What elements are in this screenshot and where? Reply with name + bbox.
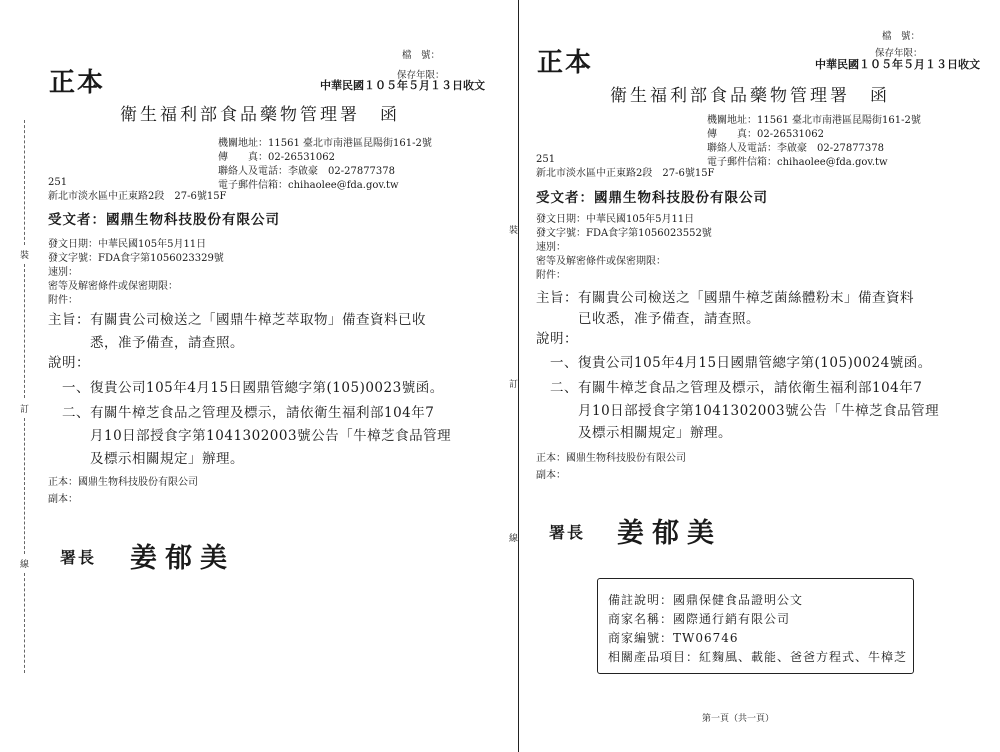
left-signature: 姜郁美 (130, 543, 235, 574)
right-sign-title: 署長 (549, 523, 586, 542)
left-agency-fax: 傳 真：02-26531062 (218, 152, 336, 163)
right-item-1: 一、復貴公司105年4月15日國鼎管總字第(105)0024號函。 (550, 355, 932, 371)
right-explain-label: 說明： (536, 331, 578, 347)
right-issue-number: 發文字號：FDA食字第1056023552號 (536, 228, 712, 239)
right-copy-to: 正本：國鼎生物科技股份有限公司 (536, 453, 686, 464)
remark-box (597, 578, 914, 674)
left-postal-code: 251 (48, 177, 68, 188)
right-archive-label: 檔 號： (882, 31, 921, 42)
right-binding-mark-3: 線 (509, 534, 519, 544)
left-retention-label: 保存年限： (397, 70, 445, 81)
right-security: 密等及解密條件或保密期限： (536, 256, 666, 267)
left-issue-number: 發文字號：FDA食字第1056023329號 (48, 253, 224, 264)
right-agency-title: 衛生福利部食品藥物管理署 函 (610, 86, 890, 106)
right-issue-date: 發文日期：中華民國105年5月11日 (536, 214, 695, 225)
right-retention-label: 保存年限： (875, 48, 923, 59)
right-item-2-line3: 及標示相關規定」辦理。 (578, 425, 732, 441)
right-signature: 姜郁美 (617, 518, 722, 549)
left-speed: 速別： (48, 267, 78, 278)
products-line: 相關產品項目：紅麴風、載能、爸爸方程式、牛樟芝 (608, 650, 908, 664)
left-received-date: 中華民國１０５年５月１３日收文 (320, 79, 485, 92)
right-attachment: 附件： (536, 270, 566, 281)
left-original-stamp: 正本 (49, 68, 106, 98)
left-item-2-line2: 月10日部授食字第1041302003號公告「牛樟芝食品管理 (90, 428, 452, 444)
left-subject-line2: 悉，准予備查，請查照。 (90, 335, 244, 351)
right-cc: 副本： (536, 470, 566, 481)
right-received-date: 中華民國１０５年５月１３日收文 (815, 58, 980, 71)
left-cc: 副本： (48, 494, 78, 505)
right-binding-mark-2: 訂 (509, 380, 519, 390)
left-binding-mark-3: 線 (20, 560, 30, 570)
vendor-id-line: 商家編號：TW06746 (608, 631, 739, 645)
left-explain-label: 說明： (48, 355, 90, 371)
left-copy-to: 正本：國鼎生物科技股份有限公司 (48, 477, 198, 488)
left-binding-line-2 (24, 264, 25, 398)
left-security: 密等及解密條件或保密期限： (48, 281, 178, 292)
left-binding-line-1 (24, 120, 25, 245)
left-agency-title: 衛生福利部食品藥物管理署 函 (120, 105, 400, 125)
page-number: 第一頁（共一頁） (702, 714, 775, 724)
left-subject-line1: 主旨：有關貴公司檢送之「國鼎牛樟芝萃取物」備查資料已收 (48, 312, 426, 328)
left-binding-mark-2: 訂 (20, 405, 30, 415)
right-document (509, 0, 1000, 752)
right-agency-address: 機關地址：11561 臺北市南港區昆陽街161-2號 (707, 115, 921, 126)
left-agency-address: 機關地址：11561 臺北市南港區昆陽街161-2號 (218, 138, 432, 149)
right-contact: 聯絡人及電話：李啟豪 02-27877378 (707, 143, 885, 154)
right-subject-line2: 已收悉，准予備查，請查照。 (578, 311, 760, 327)
left-binding-mark-1: 裝 (20, 251, 30, 261)
right-item-2-line2: 月10日部授食字第1041302003號公告「牛樟芝食品管理 (578, 403, 940, 419)
left-email: 電子郵件信箱：chihaolee@fda.gov.tw (218, 180, 399, 191)
right-subject-line1: 主旨：有關貴公司檢送之「國鼎牛樟芝菌絲體粉末」備查資料 (536, 290, 914, 306)
left-recipient: 受文者：國鼎生物科技股份有限公司 (48, 212, 280, 228)
right-item-2-line1: 二、有關牛樟芝食品之管理及標示，請依衛生福利部104年7 (550, 380, 923, 396)
vendor-name-line: 商家名稱：國際通行銷有限公司 (608, 612, 791, 626)
right-original-stamp: 正本 (537, 48, 594, 78)
left-item-1: 一、復貴公司105年4月15日國鼎管總字第(105)0023號函。 (62, 380, 444, 396)
right-agency-fax: 傳 真：02-26531062 (707, 129, 825, 140)
left-archive-label: 檔 號： (402, 50, 441, 61)
left-attachment: 附件： (48, 295, 78, 306)
left-issue-date: 發文日期：中華民國105年5月11日 (48, 239, 207, 250)
left-item-2-line1: 二、有關牛樟芝食品之管理及標示，請依衛生福利部104年7 (62, 405, 435, 421)
left-binding-line-3 (24, 418, 25, 554)
left-contact: 聯絡人及電話：李啟豪 02-27877378 (218, 166, 396, 177)
left-item-2-line3: 及標示相關規定」辦理。 (90, 451, 244, 467)
right-recipient-address: 新北市淡水區中正東路2段 27-6號15F (536, 168, 715, 179)
left-recipient-address: 新北市淡水區中正東路2段 27-6號15F (48, 191, 227, 202)
right-recipient: 受文者：國鼎生物科技股份有限公司 (536, 190, 768, 206)
left-sign-title: 署長 (60, 548, 97, 567)
right-postal-code: 251 (536, 154, 556, 165)
left-binding-line-4 (24, 573, 25, 673)
remark-line: 備註說明：國鼎保健食品證明公文 (608, 593, 804, 607)
right-binding-mark-1: 裝 (509, 226, 519, 236)
right-email: 電子郵件信箱：chihaolee@fda.gov.tw (707, 157, 888, 168)
right-speed: 速別： (536, 242, 566, 253)
